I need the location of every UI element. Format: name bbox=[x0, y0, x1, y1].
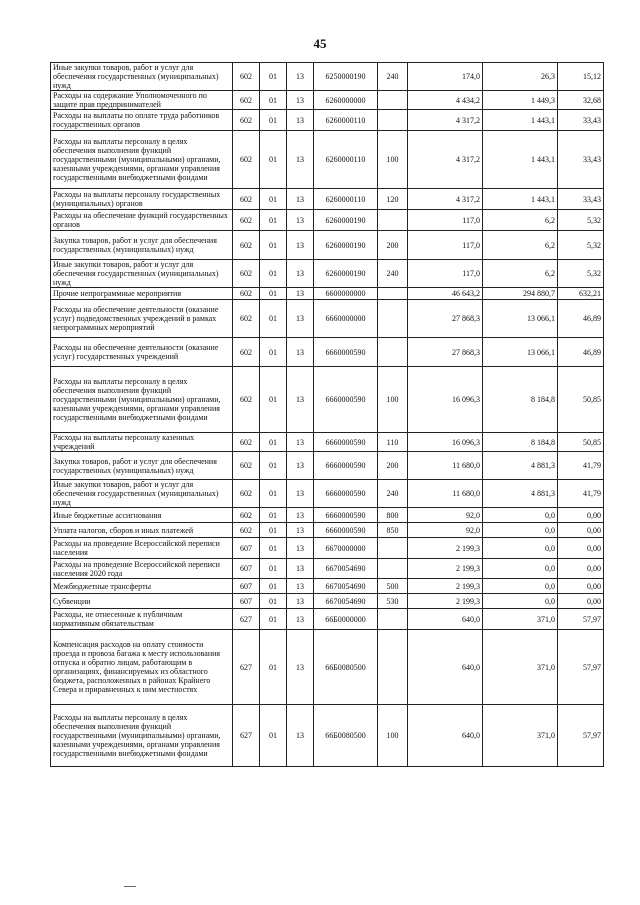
row-plan-amount: 11 680,0 bbox=[408, 452, 483, 480]
row-target-article: 66Б0000000 bbox=[314, 609, 378, 630]
row-execution-percent: 57,97 bbox=[558, 609, 604, 630]
row-name: Расходы на проведение Всероссийской переписи населения 2020 года bbox=[51, 559, 233, 579]
row-expense-type bbox=[378, 288, 408, 300]
row-admin-code: 607 bbox=[233, 594, 260, 609]
row-execution-percent: 33,43 bbox=[558, 131, 604, 189]
row-subsection: 13 bbox=[287, 508, 314, 523]
row-execution-percent: 32,68 bbox=[558, 91, 604, 110]
row-section: 01 bbox=[260, 110, 287, 131]
row-actual-amount: 4 881,3 bbox=[483, 480, 558, 508]
row-name: Межбюджетные трансферты bbox=[51, 579, 233, 594]
row-plan-amount: 27 868,3 bbox=[408, 338, 483, 367]
row-subsection: 13 bbox=[287, 300, 314, 338]
row-actual-amount: 6,2 bbox=[483, 231, 558, 260]
row-section: 01 bbox=[260, 91, 287, 110]
table-row bbox=[51, 480, 604, 508]
row-subsection: 13 bbox=[287, 559, 314, 579]
table-row bbox=[51, 523, 604, 538]
row-section: 01 bbox=[260, 231, 287, 260]
table-row bbox=[51, 91, 604, 110]
row-section: 01 bbox=[260, 288, 287, 300]
row-target-article: 6660000590 bbox=[314, 480, 378, 508]
row-subsection: 13 bbox=[287, 452, 314, 480]
row-admin-code: 627 bbox=[233, 705, 260, 767]
row-name: Расходы на проведение Всероссийской переписи населения bbox=[51, 538, 233, 559]
row-plan-amount: 46 643,2 bbox=[408, 288, 483, 300]
row-name: Расходы на выплаты персоналу казенных учреждений bbox=[51, 433, 233, 452]
row-subsection: 13 bbox=[287, 594, 314, 609]
row-actual-amount: 294 880,7 bbox=[483, 288, 558, 300]
table-row bbox=[51, 433, 604, 452]
row-execution-percent: 15,12 bbox=[558, 63, 604, 91]
row-execution-percent: 46,89 bbox=[558, 300, 604, 338]
table-body bbox=[51, 63, 604, 767]
row-execution-percent: 0,00 bbox=[558, 508, 604, 523]
row-expense-type: 240 bbox=[378, 480, 408, 508]
row-name: Уплата налогов, сборов и иных платежей bbox=[51, 523, 233, 538]
row-target-article: 6660000590 bbox=[314, 338, 378, 367]
table-row bbox=[51, 63, 604, 91]
row-actual-amount: 0,0 bbox=[483, 594, 558, 609]
row-admin-code: 602 bbox=[233, 480, 260, 508]
row-expense-type bbox=[378, 609, 408, 630]
row-target-article: 6260000190 bbox=[314, 231, 378, 260]
row-admin-code: 602 bbox=[233, 63, 260, 91]
row-name: Расходы на выплаты персоналу государственных (муниципальных) органов bbox=[51, 189, 233, 210]
row-expense-type: 100 bbox=[378, 131, 408, 189]
row-target-article: 6600000000 bbox=[314, 288, 378, 300]
row-target-article: 6250000190 bbox=[314, 63, 378, 91]
row-actual-amount: 6,2 bbox=[483, 260, 558, 288]
row-expense-type bbox=[378, 110, 408, 131]
row-execution-percent: 41,79 bbox=[558, 480, 604, 508]
row-section: 01 bbox=[260, 433, 287, 452]
row-actual-amount: 0,0 bbox=[483, 523, 558, 538]
row-expense-type bbox=[378, 338, 408, 367]
row-actual-amount: 0,0 bbox=[483, 508, 558, 523]
row-target-article: 6660000000 bbox=[314, 300, 378, 338]
row-execution-percent: 632,21 bbox=[558, 288, 604, 300]
row-name: Расходы, не отнесенные к публичным нормативным обязательствам bbox=[51, 609, 233, 630]
row-subsection: 13 bbox=[287, 367, 314, 433]
row-admin-code: 602 bbox=[233, 189, 260, 210]
table-row bbox=[51, 609, 604, 630]
row-expense-type bbox=[378, 559, 408, 579]
row-name: Иные закупки товаров, работ и услуг для обеспечения государственных (муниципальных) нужд bbox=[51, 63, 233, 91]
row-target-article: 66Б0080500 bbox=[314, 630, 378, 705]
row-expense-type bbox=[378, 630, 408, 705]
table-row bbox=[51, 594, 604, 609]
table-row bbox=[51, 705, 604, 767]
row-execution-percent: 50,85 bbox=[558, 367, 604, 433]
row-name: Расходы на выплаты по оплате труда работников государственных органов bbox=[51, 110, 233, 131]
row-actual-amount: 1 443,1 bbox=[483, 110, 558, 131]
row-target-article: 6260000190 bbox=[314, 210, 378, 231]
row-plan-amount: 4 434,2 bbox=[408, 91, 483, 110]
row-plan-amount: 2 199,3 bbox=[408, 538, 483, 559]
row-target-article: 6670054690 bbox=[314, 579, 378, 594]
row-section: 01 bbox=[260, 523, 287, 538]
row-target-article: 6260000110 bbox=[314, 189, 378, 210]
row-name: Расходы на содержание Уполномоченного по защите прав предпринимателей bbox=[51, 91, 233, 110]
row-admin-code: 627 bbox=[233, 630, 260, 705]
row-admin-code: 602 bbox=[233, 338, 260, 367]
row-admin-code: 607 bbox=[233, 579, 260, 594]
row-plan-amount: 27 868,3 bbox=[408, 300, 483, 338]
row-plan-amount: 16 096,3 bbox=[408, 367, 483, 433]
row-name: Расходы на выплаты персоналу в целях обеспечения выполнения функций государственными (муниципальными) органами, казенными учреждениями, органами управления государственными внебюджетными фондами bbox=[51, 131, 233, 189]
row-plan-amount: 11 680,0 bbox=[408, 480, 483, 508]
row-target-article: 6660000590 bbox=[314, 452, 378, 480]
row-plan-amount: 92,0 bbox=[408, 523, 483, 538]
row-admin-code: 627 bbox=[233, 609, 260, 630]
row-plan-amount: 640,0 bbox=[408, 705, 483, 767]
row-execution-percent: 0,00 bbox=[558, 594, 604, 609]
row-expense-type: 530 bbox=[378, 594, 408, 609]
row-admin-code: 602 bbox=[233, 210, 260, 231]
row-target-article: 6660000590 bbox=[314, 523, 378, 538]
row-name: Компенсация расходов на оплату стоимости проезда и провоза багажа к месту использования отпуска и обратно лицам, работающим в организациях, финансируемых из областного бюджета, расположенных в районах Крайнего Севера и приравненных к ним местностях bbox=[51, 630, 233, 705]
row-expense-type: 200 bbox=[378, 452, 408, 480]
row-name: Расходы на выплаты персоналу в целях обеспечения выполнения функций государственными (муниципальными) органами, казенными учреждениями, органами управления государственными внебюджетными фондами bbox=[51, 367, 233, 433]
row-plan-amount: 2 199,3 bbox=[408, 559, 483, 579]
row-actual-amount: 26,3 bbox=[483, 63, 558, 91]
row-expense-type bbox=[378, 300, 408, 338]
row-subsection: 13 bbox=[287, 288, 314, 300]
row-section: 01 bbox=[260, 579, 287, 594]
row-expense-type: 240 bbox=[378, 63, 408, 91]
table-row bbox=[51, 508, 604, 523]
row-name: Иные бюджетные ассигнования bbox=[51, 508, 233, 523]
row-execution-percent: 0,00 bbox=[558, 559, 604, 579]
row-subsection: 13 bbox=[287, 231, 314, 260]
row-subsection: 13 bbox=[287, 630, 314, 705]
table-row bbox=[51, 300, 604, 338]
table-row bbox=[51, 189, 604, 210]
row-plan-amount: 16 096,3 bbox=[408, 433, 483, 452]
row-target-article: 6260000110 bbox=[314, 110, 378, 131]
row-execution-percent: 0,00 bbox=[558, 523, 604, 538]
row-plan-amount: 92,0 bbox=[408, 508, 483, 523]
row-target-article: 66Б0080500 bbox=[314, 705, 378, 767]
row-actual-amount: 371,0 bbox=[483, 705, 558, 767]
row-admin-code: 602 bbox=[233, 231, 260, 260]
row-section: 01 bbox=[260, 210, 287, 231]
row-expense-type: 240 bbox=[378, 260, 408, 288]
row-section: 01 bbox=[260, 131, 287, 189]
row-section: 01 bbox=[260, 559, 287, 579]
row-subsection: 13 bbox=[287, 189, 314, 210]
row-subsection: 13 bbox=[287, 705, 314, 767]
row-plan-amount: 4 317,2 bbox=[408, 131, 483, 189]
row-actual-amount: 1 443,1 bbox=[483, 189, 558, 210]
table-row bbox=[51, 288, 604, 300]
row-plan-amount: 174,0 bbox=[408, 63, 483, 91]
row-section: 01 bbox=[260, 452, 287, 480]
row-expense-type: 200 bbox=[378, 231, 408, 260]
row-subsection: 13 bbox=[287, 63, 314, 91]
row-section: 01 bbox=[260, 594, 287, 609]
row-target-article: 6670054690 bbox=[314, 559, 378, 579]
row-target-article: 6660000590 bbox=[314, 433, 378, 452]
row-section: 01 bbox=[260, 630, 287, 705]
row-name: Расходы на выплаты персоналу в целях обеспечения выполнения функций государственными (муниципальными) органами, казенными учреждениями, органами управления государственными внебюджетными фондами bbox=[51, 705, 233, 767]
row-execution-percent: 41,79 bbox=[558, 452, 604, 480]
table-row bbox=[51, 210, 604, 231]
table-row bbox=[51, 110, 604, 131]
row-name: Расходы на обеспечение деятельности (оказание услуг) подведомственных учреждений в рамках непрограммных мероприятий bbox=[51, 300, 233, 338]
row-execution-percent: 33,43 bbox=[558, 110, 604, 131]
row-plan-amount: 2 199,3 bbox=[408, 594, 483, 609]
table-row bbox=[51, 579, 604, 594]
row-admin-code: 602 bbox=[233, 367, 260, 433]
row-execution-percent: 46,89 bbox=[558, 338, 604, 367]
row-subsection: 13 bbox=[287, 480, 314, 508]
row-admin-code: 602 bbox=[233, 433, 260, 452]
table-row bbox=[51, 260, 604, 288]
row-name: Расходы на обеспечение деятельности (оказание услуг) государственных учреждений bbox=[51, 338, 233, 367]
row-actual-amount: 8 184,8 bbox=[483, 433, 558, 452]
row-target-article: 6660000590 bbox=[314, 508, 378, 523]
row-plan-amount: 4 317,2 bbox=[408, 110, 483, 131]
row-subsection: 13 bbox=[287, 91, 314, 110]
row-expense-type bbox=[378, 210, 408, 231]
row-section: 01 bbox=[260, 705, 287, 767]
row-actual-amount: 6,2 bbox=[483, 210, 558, 231]
row-target-article: 6260000190 bbox=[314, 260, 378, 288]
budget-table bbox=[50, 62, 604, 767]
row-subsection: 13 bbox=[287, 433, 314, 452]
row-section: 01 bbox=[260, 609, 287, 630]
row-target-article: 6670054690 bbox=[314, 594, 378, 609]
row-expense-type: 800 bbox=[378, 508, 408, 523]
row-name: Иные закупки товаров, работ и услуг для обеспечения государственных (муниципальных) нужд bbox=[51, 480, 233, 508]
table-row bbox=[51, 367, 604, 433]
row-section: 01 bbox=[260, 338, 287, 367]
table-row bbox=[51, 630, 604, 705]
row-execution-percent: 5,32 bbox=[558, 260, 604, 288]
row-admin-code: 602 bbox=[233, 300, 260, 338]
row-target-article: 6670000000 bbox=[314, 538, 378, 559]
row-expense-type bbox=[378, 91, 408, 110]
row-execution-percent: 0,00 bbox=[558, 579, 604, 594]
row-admin-code: 602 bbox=[233, 452, 260, 480]
row-admin-code: 602 bbox=[233, 131, 260, 189]
row-plan-amount: 640,0 bbox=[408, 630, 483, 705]
row-name: Закупка товаров, работ и услуг для обеспечения государственных (муниципальных) нужд bbox=[51, 231, 233, 260]
row-expense-type: 100 bbox=[378, 705, 408, 767]
row-name: Расходы на обеспечение функций государственных органов bbox=[51, 210, 233, 231]
row-expense-type bbox=[378, 538, 408, 559]
row-admin-code: 607 bbox=[233, 559, 260, 579]
row-execution-percent: 50,85 bbox=[558, 433, 604, 452]
row-actual-amount: 8 184,8 bbox=[483, 367, 558, 433]
row-plan-amount: 2 199,3 bbox=[408, 579, 483, 594]
row-expense-type: 120 bbox=[378, 189, 408, 210]
row-admin-code: 602 bbox=[233, 508, 260, 523]
row-name: Закупка товаров, работ и услуг для обеспечения государственных (муниципальных) нужд bbox=[51, 452, 233, 480]
row-subsection: 13 bbox=[287, 523, 314, 538]
row-actual-amount: 371,0 bbox=[483, 630, 558, 705]
table-row bbox=[51, 538, 604, 559]
row-section: 01 bbox=[260, 508, 287, 523]
row-actual-amount: 1 443,1 bbox=[483, 131, 558, 189]
row-actual-amount: 0,0 bbox=[483, 538, 558, 559]
table-row bbox=[51, 131, 604, 189]
row-expense-type: 100 bbox=[378, 367, 408, 433]
table-row bbox=[51, 338, 604, 367]
page-number: 45 bbox=[313, 36, 327, 51]
row-section: 01 bbox=[260, 63, 287, 91]
row-target-article: 6660000590 bbox=[314, 367, 378, 433]
table-row bbox=[51, 231, 604, 260]
row-section: 01 bbox=[260, 260, 287, 288]
row-plan-amount: 117,0 bbox=[408, 260, 483, 288]
row-target-article: 6260000000 bbox=[314, 91, 378, 110]
row-execution-percent: 5,32 bbox=[558, 231, 604, 260]
row-subsection: 13 bbox=[287, 579, 314, 594]
row-execution-percent: 57,97 bbox=[558, 630, 604, 705]
row-subsection: 13 bbox=[287, 338, 314, 367]
row-plan-amount: 640,0 bbox=[408, 609, 483, 630]
row-subsection: 13 bbox=[287, 210, 314, 231]
row-name: Иные закупки товаров, работ и услуг для обеспечения государственных (муниципальных) нужд bbox=[51, 260, 233, 288]
row-actual-amount: 13 066,1 bbox=[483, 338, 558, 367]
row-expense-type: 110 bbox=[378, 433, 408, 452]
row-section: 01 bbox=[260, 300, 287, 338]
row-target-article: 6260000110 bbox=[314, 131, 378, 189]
row-admin-code: 602 bbox=[233, 110, 260, 131]
table-row bbox=[51, 452, 604, 480]
row-plan-amount: 117,0 bbox=[408, 231, 483, 260]
row-admin-code: 602 bbox=[233, 288, 260, 300]
row-actual-amount: 0,0 bbox=[483, 559, 558, 579]
row-actual-amount: 13 066,1 bbox=[483, 300, 558, 338]
row-actual-amount: 0,0 bbox=[483, 579, 558, 594]
row-execution-percent: 5,32 bbox=[558, 210, 604, 231]
footer-mark bbox=[124, 886, 136, 887]
row-execution-percent: 57,97 bbox=[558, 705, 604, 767]
row-name: Прочие непрограммные мероприятия bbox=[51, 288, 233, 300]
row-section: 01 bbox=[260, 189, 287, 210]
row-actual-amount: 4 881,3 bbox=[483, 452, 558, 480]
row-plan-amount: 4 317,2 bbox=[408, 189, 483, 210]
row-section: 01 bbox=[260, 538, 287, 559]
row-actual-amount: 371,0 bbox=[483, 609, 558, 630]
row-admin-code: 602 bbox=[233, 91, 260, 110]
row-admin-code: 607 bbox=[233, 538, 260, 559]
row-expense-type: 850 bbox=[378, 523, 408, 538]
row-execution-percent: 33,43 bbox=[558, 189, 604, 210]
row-subsection: 13 bbox=[287, 131, 314, 189]
row-section: 01 bbox=[260, 367, 287, 433]
row-execution-percent: 0,00 bbox=[558, 538, 604, 559]
row-subsection: 13 bbox=[287, 538, 314, 559]
table-row bbox=[51, 559, 604, 579]
row-subsection: 13 bbox=[287, 110, 314, 131]
row-admin-code: 602 bbox=[233, 523, 260, 538]
row-expense-type: 500 bbox=[378, 579, 408, 594]
row-subsection: 13 bbox=[287, 260, 314, 288]
row-admin-code: 602 bbox=[233, 260, 260, 288]
row-subsection: 13 bbox=[287, 609, 314, 630]
row-actual-amount: 1 449,3 bbox=[483, 91, 558, 110]
row-section: 01 bbox=[260, 480, 287, 508]
row-plan-amount: 117,0 bbox=[408, 210, 483, 231]
row-name: Субвенции bbox=[51, 594, 233, 609]
